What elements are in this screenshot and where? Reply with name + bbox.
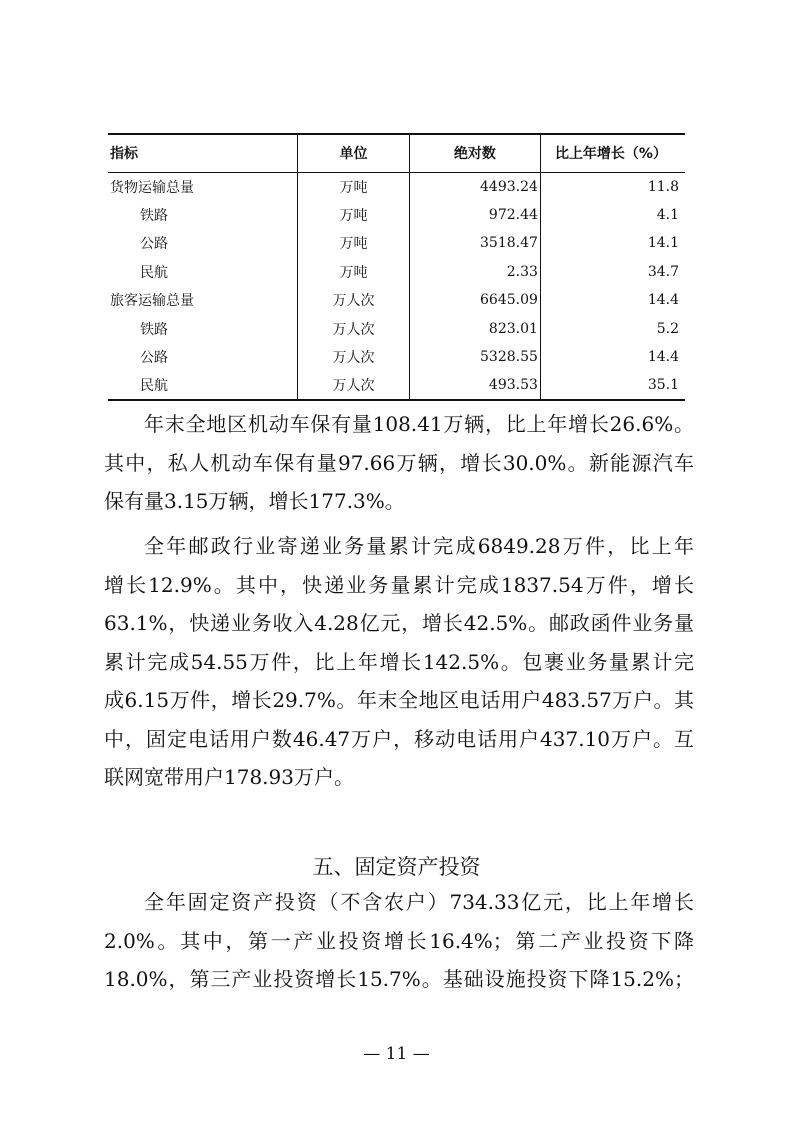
row-unit: 万吨 xyxy=(298,172,410,201)
row-unit: 万人次 xyxy=(298,343,410,372)
table-row xyxy=(108,372,685,401)
section-title: 五、固定资产投资 xyxy=(312,855,481,879)
row-growth: 14.4 xyxy=(540,286,685,315)
header-indicator: 指标 xyxy=(108,134,298,172)
paragraph-investment xyxy=(104,883,694,999)
row-value: 5328.55 xyxy=(409,343,540,372)
paragraph-vehicles xyxy=(104,405,694,521)
paragraph-line: 保有量3.15万辆，增长177.3%。 xyxy=(104,489,405,513)
paragraph-line: 全年邮政行业寄递业务量累计完成6849.28万件，比上年 xyxy=(144,534,694,558)
row-value: 2.33 xyxy=(409,258,540,287)
row-growth: 34.7 xyxy=(540,258,685,287)
row-unit: 万人次 xyxy=(298,286,410,315)
paragraph-line: 63.1%，快递业务收入4.28亿元，增长42.5%。邮政函件业务量 xyxy=(104,611,694,635)
transport-table xyxy=(108,133,685,401)
row-indicator: 铁路 xyxy=(140,207,168,224)
row-value: 972.44 xyxy=(409,201,540,230)
table-row xyxy=(108,258,685,287)
paragraph-line: 成6.15万件，增长29.7%。年末全地区电话用户483.57万户。其 xyxy=(104,688,694,712)
table-row xyxy=(108,201,685,230)
header-growth: 比上年增长（%） xyxy=(540,134,685,172)
row-value: 6645.09 xyxy=(409,286,540,315)
row-unit: 万吨 xyxy=(298,201,410,230)
row-growth: 14.4 xyxy=(540,343,685,372)
row-indicator: 民航 xyxy=(108,372,298,401)
table-row xyxy=(108,315,685,344)
row-unit: 万人次 xyxy=(298,372,410,401)
paragraph-line: 增长12.9%。其中，快递业务量累计完成1837.54万件，增长 xyxy=(104,572,694,597)
row-value: 3518.47 xyxy=(409,229,540,258)
row-indicator: 公路 xyxy=(140,350,168,367)
row-growth: 5.2 xyxy=(540,315,685,344)
row-growth: 4.1 xyxy=(540,201,685,230)
row-value: 4493.24 xyxy=(409,172,540,201)
row-indicator: 民航 xyxy=(140,264,168,281)
header-absolute: 绝对数 xyxy=(409,134,540,172)
paragraph-line: 联网宽带用户178.93万户。 xyxy=(104,765,354,789)
paragraph-line: 中，固定电话用户数46.47万户，移动电话用户437.10万户。互 xyxy=(104,726,694,751)
row-growth: 14.1 xyxy=(540,229,685,258)
row-indicator: 旅客运输总量 xyxy=(110,293,194,310)
table-row xyxy=(108,286,685,315)
row-unit: 万人次 xyxy=(298,315,410,344)
paragraph-line: 2.0%。其中，第一产业投资增长16.4%；第二产业投资下降 xyxy=(104,928,694,953)
row-value: 493.53 xyxy=(409,372,540,401)
row-indicator: 铁路 xyxy=(140,321,168,338)
paragraph-line: 其中，私人机动车保有量97.66万辆，增长30.0%。新能源汽车 xyxy=(104,450,694,475)
table-row xyxy=(108,343,685,372)
paragraph-line: 年末全地区机动车保有量108.41万辆，比上年增长26.6%。 xyxy=(144,412,694,436)
table-header-row xyxy=(108,134,685,172)
header-unit: 单位 xyxy=(298,134,410,172)
paragraph-line: 累计完成54.55万件，比上年增长142.5%。包裹业务量累计完 xyxy=(104,649,694,674)
row-indicator: 货物运输总量 xyxy=(110,179,194,196)
paragraph-line: 全年固定资产投资（不含农户）734.33亿元，比上年增长 xyxy=(144,890,694,914)
paragraph-line: 18.0%，第三产业投资增长15.7%。基础设施投资下降15.2%； xyxy=(104,967,694,991)
table-row xyxy=(108,229,685,258)
paragraph-postal xyxy=(104,527,694,797)
row-growth: 11.8 xyxy=(540,172,685,201)
row-value: 823.01 xyxy=(409,315,540,344)
table-row xyxy=(108,172,685,201)
row-unit: 万吨 xyxy=(298,229,410,258)
page-number: — 11 — xyxy=(363,1044,430,1064)
row-indicator: 公路 xyxy=(140,236,168,253)
row-unit: 万吨 xyxy=(298,258,410,287)
row-growth: 35.1 xyxy=(540,372,685,401)
